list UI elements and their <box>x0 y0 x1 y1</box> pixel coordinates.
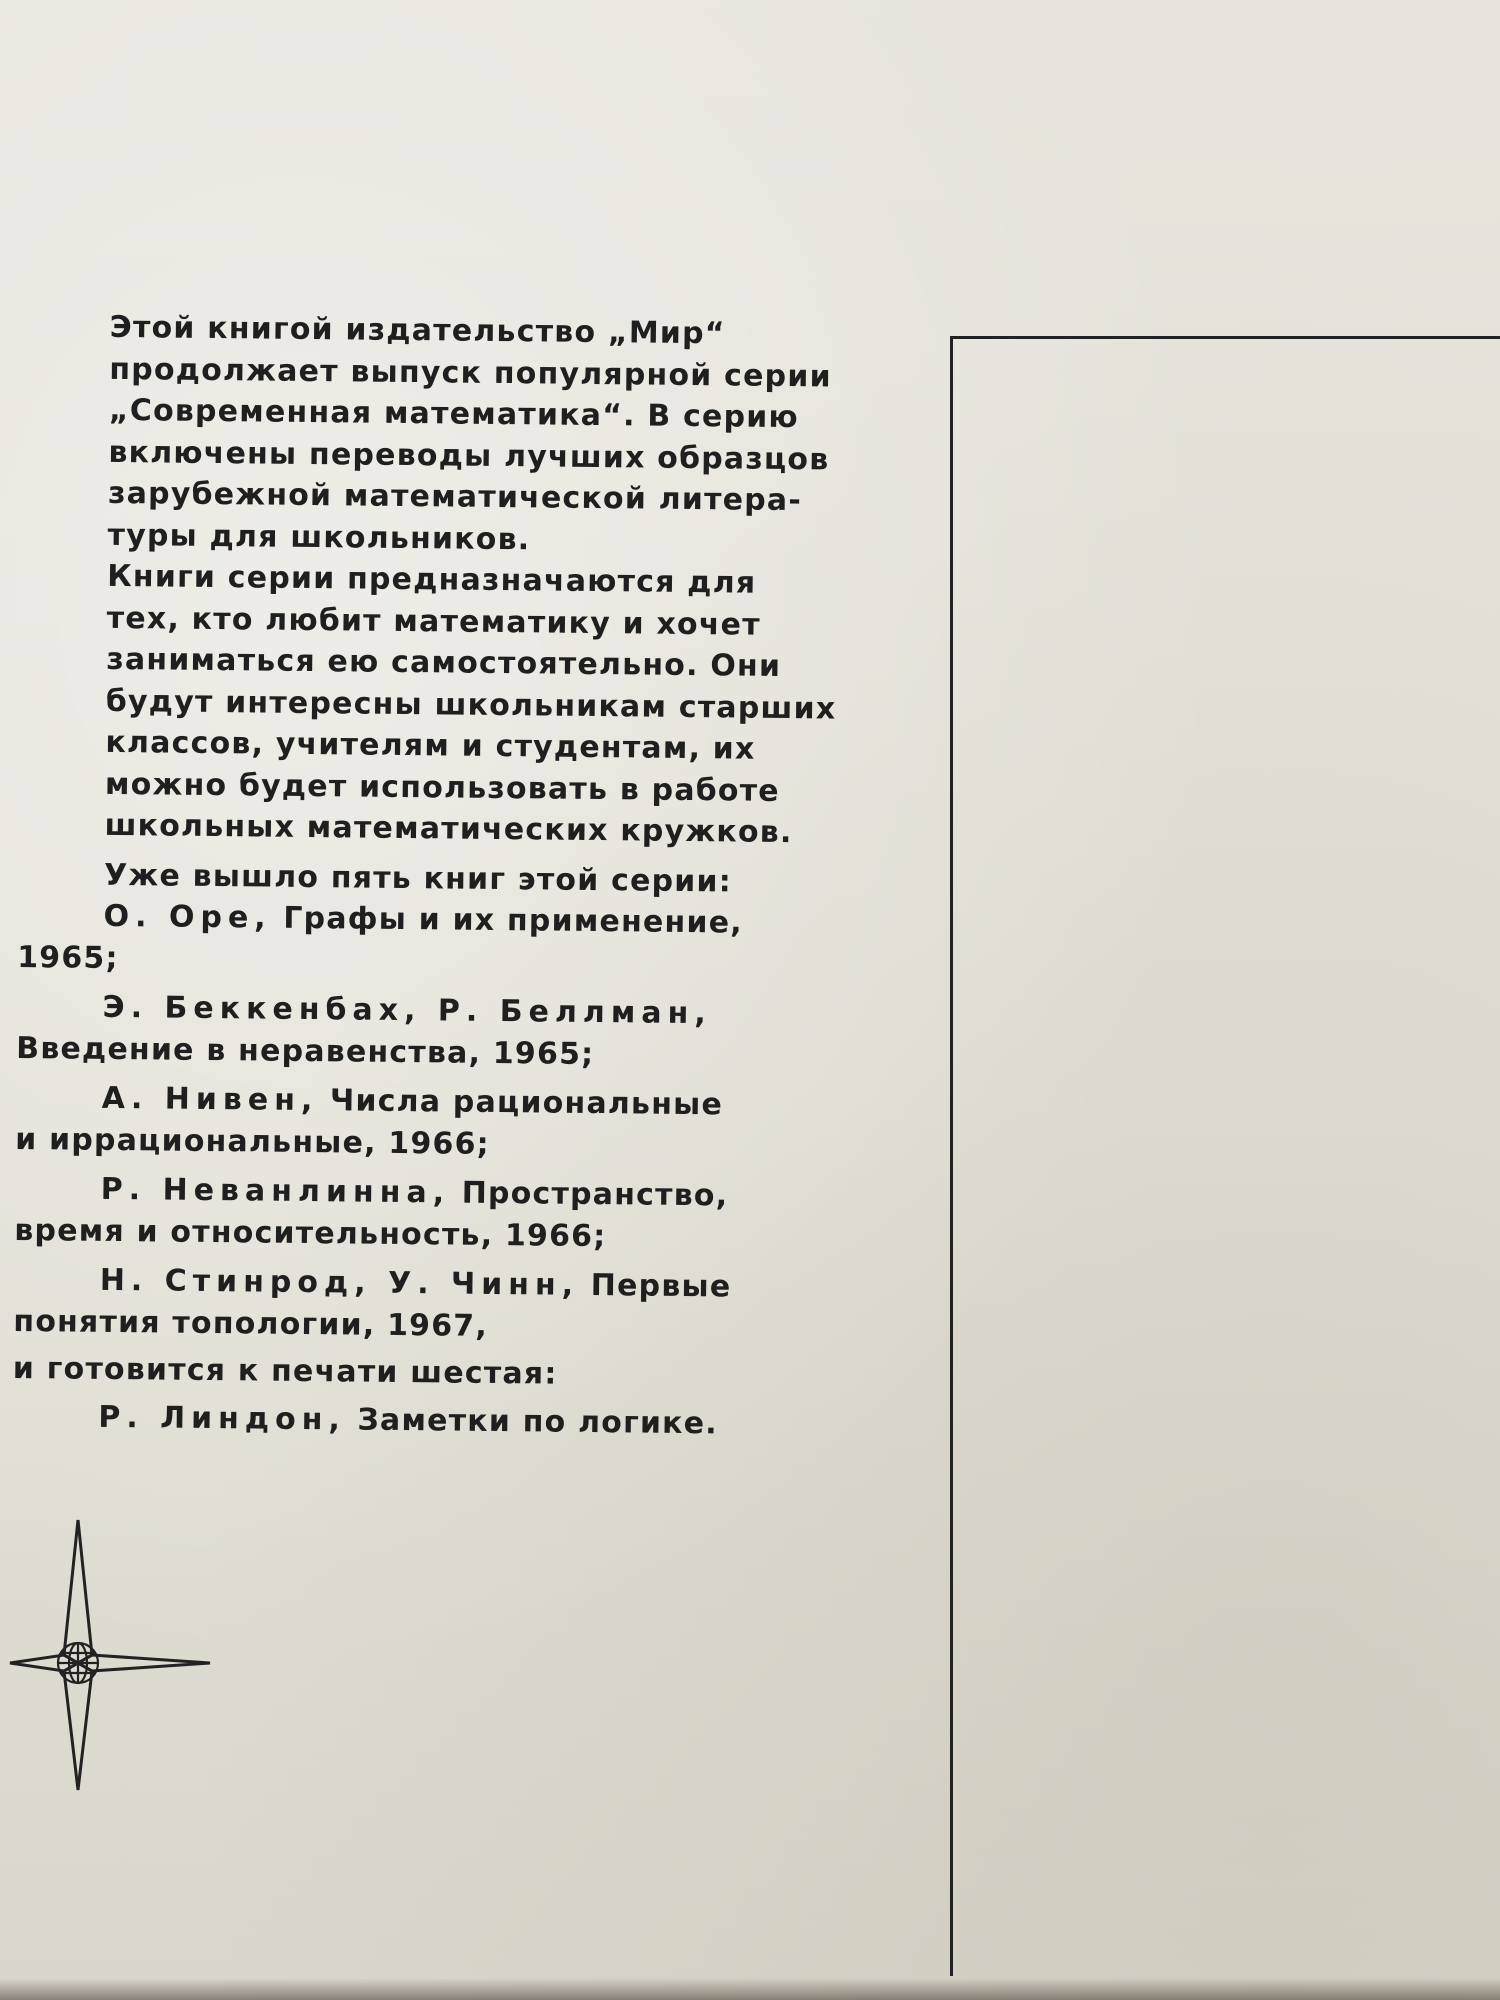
book-entry <box>16 986 867 1078</box>
upcoming-authors: Р. Линдон, <box>98 1399 347 1437</box>
purpose-line: можно будет использовать в работе <box>104 766 781 809</box>
book-second-line: время и относительность, 1966; <box>14 1212 607 1254</box>
book-entry <box>13 1259 864 1351</box>
intro-line: „Современная математика“. В серию <box>108 392 800 436</box>
book-entry <box>14 1168 865 1260</box>
intro-line: продолжает выпуск популярной серии <box>109 351 832 394</box>
purpose-line: классов, учителям и студентам, их <box>105 724 756 767</box>
book-second-line: понятия топологии, 1967, <box>13 1303 489 1344</box>
book-authors: О. Оре, <box>103 898 272 936</box>
book-entry <box>17 895 868 987</box>
page-edge-shadow <box>0 1978 1500 2000</box>
book-first-line <box>17 895 867 945</box>
intro-line: Этой книгой издательство „Мир“ <box>109 309 726 352</box>
purpose-paragraph <box>18 555 871 854</box>
purpose-line: будут интересны школьникам старших <box>105 683 837 727</box>
upcoming-line <box>12 1395 862 1445</box>
intro-line: включены переводы лучших образцов <box>108 434 830 477</box>
book-second-line: и иррациональные, 1966; <box>15 1121 491 1162</box>
book-second-line: Введение в неравенства, 1965; <box>16 1030 595 1072</box>
book-authors: Н. Стинрод, У. Чинн, <box>99 1262 580 1303</box>
upcoming-title: Заметки по логике. <box>357 1402 719 1441</box>
purpose-line: заниматься ею самостоятельно. Они <box>106 641 782 684</box>
book-title: Числа рациональные <box>329 1083 724 1123</box>
book-title: Графы и их применение, <box>283 900 744 941</box>
published-intro: Уже вышло пять книг этой серии: <box>103 857 733 899</box>
book-authors: Р. Неванлинна, <box>100 1171 451 1211</box>
upcoming-book <box>12 1395 862 1445</box>
cover-flap-frame <box>950 336 1500 1976</box>
book-authors: Э. Беккенбах, Р. Беллман, <box>102 989 712 1032</box>
book-authors: А. Нивен, <box>101 1080 319 1119</box>
compass-star-globe-icon <box>0 1515 220 1795</box>
series-description <box>12 306 874 1446</box>
intro-line: зарубежной математической литера- <box>107 475 803 519</box>
purpose-line: тех, кто любит математику и хочет <box>106 600 761 643</box>
preparing-intro: и готовится к печати шестая: <box>12 1350 558 1392</box>
book-title: Пространство, <box>461 1175 729 1214</box>
intro-line: туры для школьников. <box>107 517 531 557</box>
purpose-line: школьных математических кружков. <box>104 807 793 851</box>
intro-paragraph <box>21 306 874 564</box>
purpose-line: Книги серии предназначаются для <box>106 558 757 601</box>
book-second-line: 1965; <box>16 939 119 976</box>
book-title: Первые <box>590 1267 732 1305</box>
book-entry <box>15 1077 866 1169</box>
